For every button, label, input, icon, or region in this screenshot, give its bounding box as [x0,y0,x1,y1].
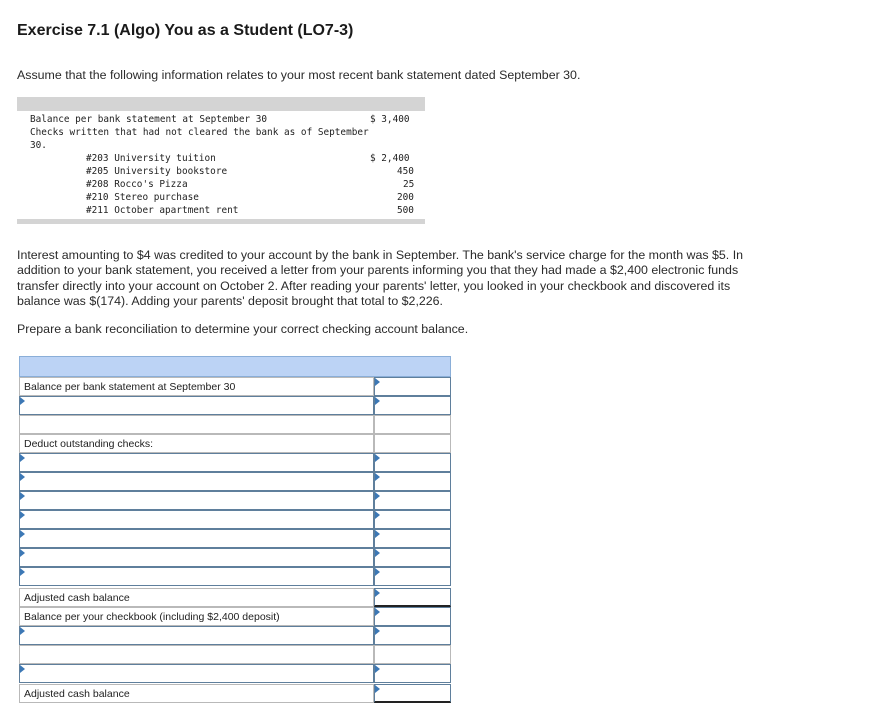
instruction-text: Prepare a bank reconciliation to determine your correct checking account balance. [17,322,469,336]
table-row [19,491,451,510]
check-label: #205 University bookstore [86,166,228,177]
check-value: $ 2,400 [370,153,410,164]
narrative-line: transfer directly into your account on October 2. After reading your parents' letter, you looked in your checkbook and discovered its [17,278,731,293]
amount-cell [374,434,451,453]
table-row [19,510,451,529]
dropdown-marker-icon [20,454,25,462]
check-label: #210 Stereo purchase [86,192,199,203]
dropdown-marker-icon [375,378,380,386]
dropdown-marker-icon [20,568,25,576]
label-cell [19,588,374,607]
row-label: Adjusted cash balance [24,592,130,604]
table-row [19,684,451,703]
table-row [19,377,451,396]
table-row [19,607,451,626]
dropdown-marker-icon [375,530,380,538]
check-select[interactable] [19,548,374,567]
dropdown-marker-icon [375,397,380,405]
amount-input[interactable] [374,472,451,491]
worksheet-header [19,356,451,377]
amount-input[interactable] [374,510,451,529]
table-row [19,588,451,607]
check-select[interactable] [19,510,374,529]
dropdown-marker-icon [375,549,380,557]
dropdown-marker-icon [20,549,25,557]
check-value: 500 [397,205,414,216]
check-value: 450 [397,166,414,177]
balance-value: $ 3,400 [370,114,410,125]
amount-cell [374,415,451,434]
dropdown-marker-icon [375,589,380,597]
table-row [19,453,451,472]
table-row [19,567,451,586]
reconciliation-worksheet [19,356,451,704]
row-label: Balance per bank statement at September 30 [24,381,236,393]
check-label: #208 Rocco's Pizza [86,179,188,190]
amount-input[interactable] [374,664,451,683]
dropdown-marker-icon [20,397,25,405]
table-row [19,472,451,491]
check-value: 25 [403,179,415,190]
check-select[interactable] [19,567,374,586]
row-label: Adjusted cash balance [24,688,130,700]
adjusted-balance-input[interactable] [374,588,451,607]
amount-input[interactable] [374,453,451,472]
table-row [19,396,451,415]
dropdown-marker-icon [375,665,380,673]
narrative-line: balance was $(174). Adding your parents' deposit brought that total to $2,226. [17,294,444,309]
row-label: Deduct outstanding checks: [24,438,153,450]
table-row [19,415,451,434]
item-select[interactable] [19,664,374,683]
adjusted-balance-input[interactable] [374,684,451,703]
dropdown-marker-icon [20,473,25,481]
item-select[interactable] [19,626,374,645]
checks-heading: Checks written that had not cleared the bank as of September [30,127,369,138]
dropdown-marker-icon [375,511,380,519]
amount-input[interactable] [374,377,451,396]
label-cell [19,684,374,703]
table-row [19,664,451,683]
amount-input[interactable] [374,529,451,548]
check-label: #203 University tuition [86,153,216,164]
label-cell [19,645,374,664]
dropdown-marker-icon [375,608,380,616]
dropdown-marker-icon [375,627,380,635]
given-info-table [17,97,425,224]
amount-input[interactable] [374,396,451,415]
narrative-paragraph [17,248,807,310]
amount-input[interactable] [374,567,451,586]
dropdown-marker-icon [375,492,380,500]
table-row [19,626,451,645]
amount-input[interactable] [374,548,451,567]
check-select[interactable] [19,529,374,548]
check-select[interactable] [19,453,374,472]
dropdown-marker-icon [375,685,380,693]
label-cell [19,607,374,626]
amount-input[interactable] [374,626,451,645]
label-cell [19,434,374,453]
narrative-line: Interest amounting to $4 was credited to your account by the bank in September. The bank's service charge for the month was $5. In [17,248,744,262]
check-label: #211 October apartment rent [86,205,239,216]
amount-input[interactable] [374,607,451,626]
dropdown-marker-icon [20,511,25,519]
dropdown-marker-icon [20,492,25,500]
table-row [19,529,451,548]
balance-label: Balance per bank statement at September 30 [30,114,268,125]
dropdown-marker-icon [20,530,25,538]
check-select[interactable] [19,472,374,491]
dropdown-marker-icon [20,627,25,635]
row-label: Balance per your checkbook (including $2,400 deposit) [24,611,280,623]
amount-cell [374,645,451,664]
table-row [19,645,451,664]
dropdown-marker-icon [375,473,380,481]
check-value: 200 [397,192,414,203]
exercise-title: Exercise 7.1 (Algo) You as a Student (LO7-3) [17,22,354,39]
table-row [19,548,451,567]
item-select[interactable] [19,396,374,415]
check-select[interactable] [19,491,374,510]
checks-heading-cont: 30. [30,140,47,151]
label-cell [19,377,374,396]
dropdown-marker-icon [375,454,380,462]
narrative-line: addition to your bank statement, you received a letter from your parents informing you that they had made a $2,400 electronic funds [17,263,739,278]
intro-text: Assume that the following information relates to your most recent bank statement dated September 30. [17,68,581,82]
amount-input[interactable] [374,491,451,510]
dropdown-marker-icon [20,665,25,673]
table-row [19,434,451,453]
label-cell [19,415,374,434]
dropdown-marker-icon [375,568,380,576]
